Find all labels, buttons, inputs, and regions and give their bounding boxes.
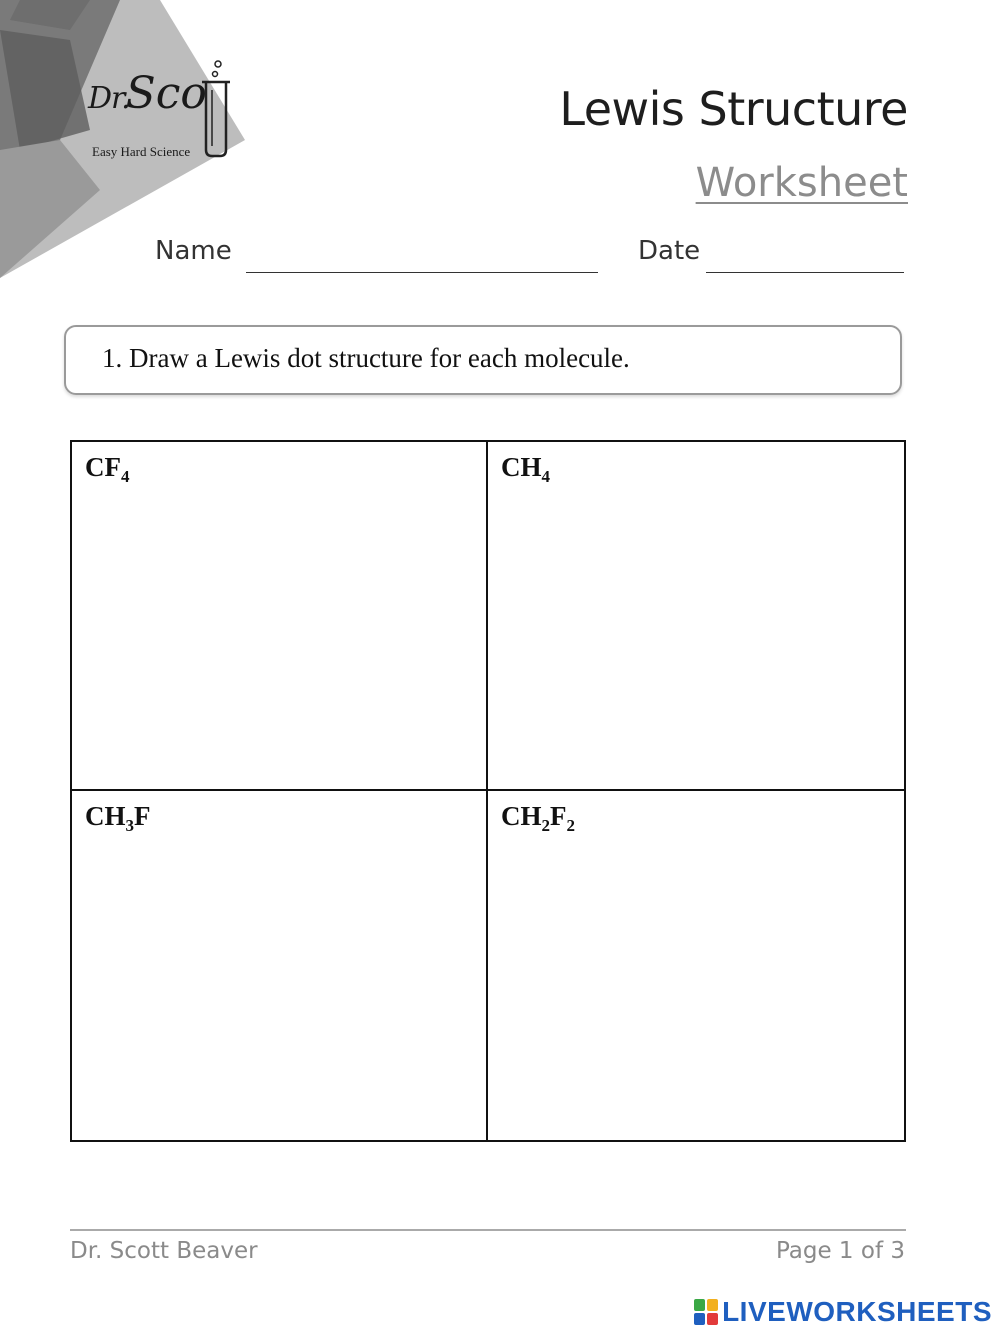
logo-tagline: Easy Hard Science (92, 144, 191, 159)
answer-cell-ch2f2[interactable] (488, 791, 904, 1140)
formula-cf4 (85, 452, 130, 486)
page-subtitle: Worksheet (695, 160, 908, 206)
instruction-box (64, 325, 902, 395)
footer-page-number: Page 1 of 3 (775, 1238, 905, 1264)
name-field[interactable] (246, 272, 598, 273)
name-label: Name (155, 236, 232, 266)
logo-sco-text: Sco (125, 68, 207, 119)
formula-subscript: 3 (125, 816, 134, 835)
page-title: Lewis Structure (559, 82, 908, 136)
formula-text: CH (501, 452, 542, 482)
dr-scott-logo (80, 60, 250, 170)
answer-cell-cf4[interactable] (72, 442, 488, 791)
liveworksheets-brand[interactable] (694, 1296, 992, 1328)
formula-text: F (134, 801, 151, 831)
formula-text: CH (501, 801, 542, 831)
date-field[interactable] (706, 272, 904, 273)
formula-text: CH (85, 801, 126, 831)
logo-script (88, 68, 207, 119)
answer-cell-ch4[interactable] (488, 442, 904, 791)
formula-text: F (550, 801, 567, 831)
liveworksheets-logo-icon (694, 1299, 718, 1325)
test-tube-icon (198, 60, 238, 160)
formula-subscript: 2 (566, 816, 575, 835)
footer-divider (70, 1229, 906, 1231)
formula-subscript: 2 (541, 816, 550, 835)
footer-author: Dr. Scott Beaver (70, 1238, 258, 1264)
formula-subscript: 4 (121, 467, 130, 486)
liveworksheets-text: LIVEWORKSHEETS (722, 1296, 992, 1327)
answer-grid (70, 440, 906, 1142)
formula-subscript: 4 (541, 467, 550, 486)
logo-dr-text: Dr. (88, 81, 130, 116)
formula-ch3f (85, 801, 151, 835)
formula-text: CF (85, 452, 121, 482)
answer-cell-ch3f[interactable] (72, 791, 488, 1140)
formula-ch2f2 (501, 801, 575, 835)
formula-ch4 (501, 452, 550, 486)
instruction-text: 1. Draw a Lewis dot structure for each molecule. (102, 343, 630, 373)
date-label: Date (638, 236, 701, 266)
